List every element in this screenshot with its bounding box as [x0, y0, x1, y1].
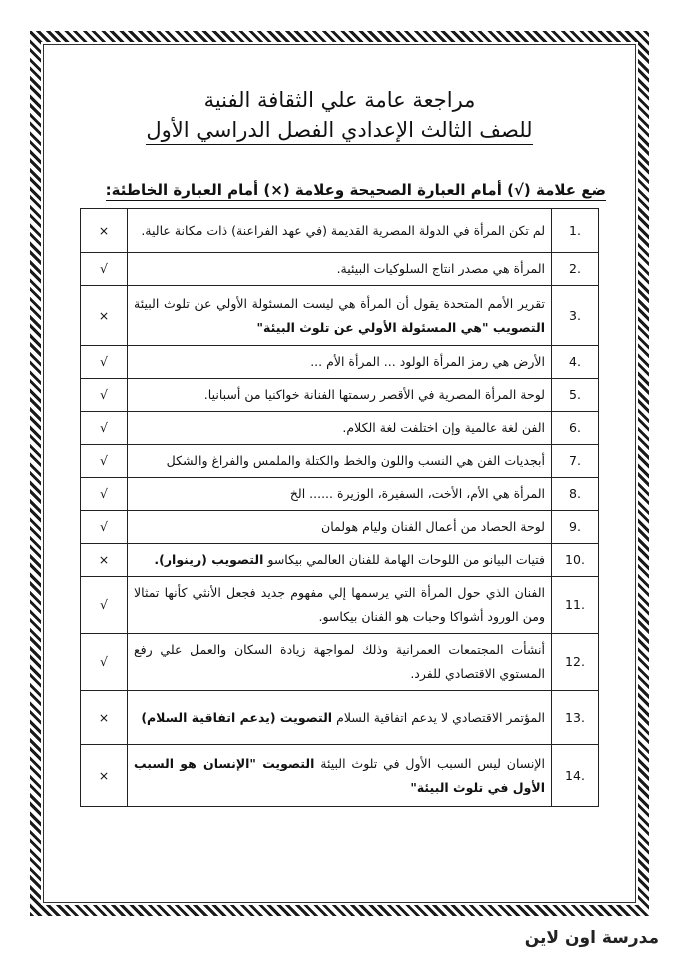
checkmark-answer: √ [81, 577, 128, 634]
cross-answer: × [81, 209, 128, 253]
table-row [81, 544, 599, 577]
question-correction: التصويت "الإنسان هو السبب الأول في تلوث البيئة" [134, 755, 545, 795]
checkmark-answer: √ [81, 253, 128, 286]
question-text-cell [128, 544, 552, 577]
question-text: المؤتمر الاقتصادي لا يدعم اتفاقية السلام [336, 709, 545, 725]
question-text: الفنان الذي حول المرأة التي يرسمها إلي مفهوم جديد فجعل الأنثي كأنها تمثالا ومن الورود أشواكا وحبات هو الفنان بيكاسو. [134, 585, 545, 624]
question-text-cell [128, 478, 552, 511]
table-row [81, 634, 599, 691]
table-row [81, 412, 599, 445]
question-text: لوحة الحصاد من أعمال الفنان وليام هولمان [321, 519, 545, 534]
question-text: المرأة هي مصدر انتاج السلوكيات البيئية. [336, 261, 545, 276]
checkmark-answer: √ [81, 511, 128, 544]
question-text-cell [128, 511, 552, 544]
page-title: مراجعة عامة علي الثقافة الفنية [203, 88, 476, 112]
table-row [81, 286, 599, 346]
table-row [81, 478, 599, 511]
table-row [81, 209, 599, 253]
question-text-cell [128, 691, 552, 745]
question-text-cell [128, 412, 552, 445]
question-text: الأرض هي رمز المرأة الولود ... المرأة الأم ... [310, 354, 545, 369]
question-text: أنشأت المجتمعات العمرانية وذلك لمواجهة زيادة السكان والعمل علي رفع المستوي الاقتصادي للفرد. [134, 642, 545, 681]
page-subtitle: للصف الثالث الإعدادي الفصل الدراسي الأول [0, 118, 679, 142]
table-row [81, 379, 599, 412]
question-text: تقرير الأمم المتحدة يقول أن المرأة هي ليست المسئولة الأولي عن تلوث البيئة [134, 295, 545, 311]
question-number: .4 [552, 346, 599, 379]
question-text: لوحة المرأة المصرية في الأقصر رسمتها الفنانة خواكنيا من أسبانيا. [203, 387, 545, 402]
question-number: .10 [552, 544, 599, 577]
question-number: .1 [552, 209, 599, 253]
table-row [81, 745, 599, 807]
question-number: .2 [552, 253, 599, 286]
question-correction: التصويب (رينوار). [154, 552, 264, 567]
watermark-text: مدرسة اون لاين [524, 928, 659, 948]
cross-answer: × [81, 691, 128, 745]
table-row [81, 346, 599, 379]
question-text-cell [128, 253, 552, 286]
table-row [81, 445, 599, 478]
checkmark-answer: √ [81, 346, 128, 379]
question-text: فتيات البيانو من اللوحات الهامة للفنان العالمي بيكاسو [267, 552, 545, 567]
question-number: .12 [552, 634, 599, 691]
question-number: .6 [552, 412, 599, 445]
question-number: .9 [552, 511, 599, 544]
cross-answer: × [81, 286, 128, 346]
instruction-text: ضع علامة (√) أمام العبارة الصحيحة وعلامة (×) أمام العبارة الخاطئة: [105, 181, 606, 199]
question-text: أبجديات الفن هي النسب واللون والخط والكتلة والملمس والفراغ والشكل [166, 453, 545, 468]
question-text-cell [128, 346, 552, 379]
question-text-cell [128, 445, 552, 478]
question-text: لم تكن المرأة في الدولة المصرية القديمة (في عهد الفراعنة) ذات مكانة عالية. [141, 222, 545, 238]
checkmark-answer: √ [81, 478, 128, 511]
cross-answer: × [81, 745, 128, 807]
cross-answer: × [81, 544, 128, 577]
question-text: الإنسان ليس السبب الأول في تلوث البيئة [320, 755, 545, 771]
question-text: المرأة هي الأم، الأخت، السفيرة، الوزيرة ...... الخ [289, 486, 545, 501]
question-text: الفن لغة عالمية وإن اختلفت لغة الكلام. [342, 420, 545, 435]
question-number: .3 [552, 286, 599, 346]
checkmark-answer: √ [81, 379, 128, 412]
question-text-cell [128, 379, 552, 412]
question-text-cell [128, 745, 552, 807]
table-row [81, 253, 599, 286]
question-text-cell [128, 286, 552, 346]
table-row [81, 511, 599, 544]
question-correction: التصويت (يدعم اتفاقية السلام) [141, 709, 333, 725]
question-number: .11 [552, 577, 599, 634]
question-correction: التصويب "هي المسئولة الأولي عن تلوث البيئة" [256, 319, 545, 335]
question-number: .8 [552, 478, 599, 511]
checkmark-answer: √ [81, 412, 128, 445]
question-number: .7 [552, 445, 599, 478]
table-row [81, 691, 599, 745]
question-text-cell [128, 634, 552, 691]
questions-table [80, 208, 599, 807]
question-number: .13 [552, 691, 599, 745]
question-number: .14 [552, 745, 599, 807]
question-text-cell [128, 577, 552, 634]
question-text-cell [128, 209, 552, 253]
question-number: .5 [552, 379, 599, 412]
checkmark-answer: √ [81, 445, 128, 478]
table-row [81, 577, 599, 634]
checkmark-answer: √ [81, 634, 128, 691]
